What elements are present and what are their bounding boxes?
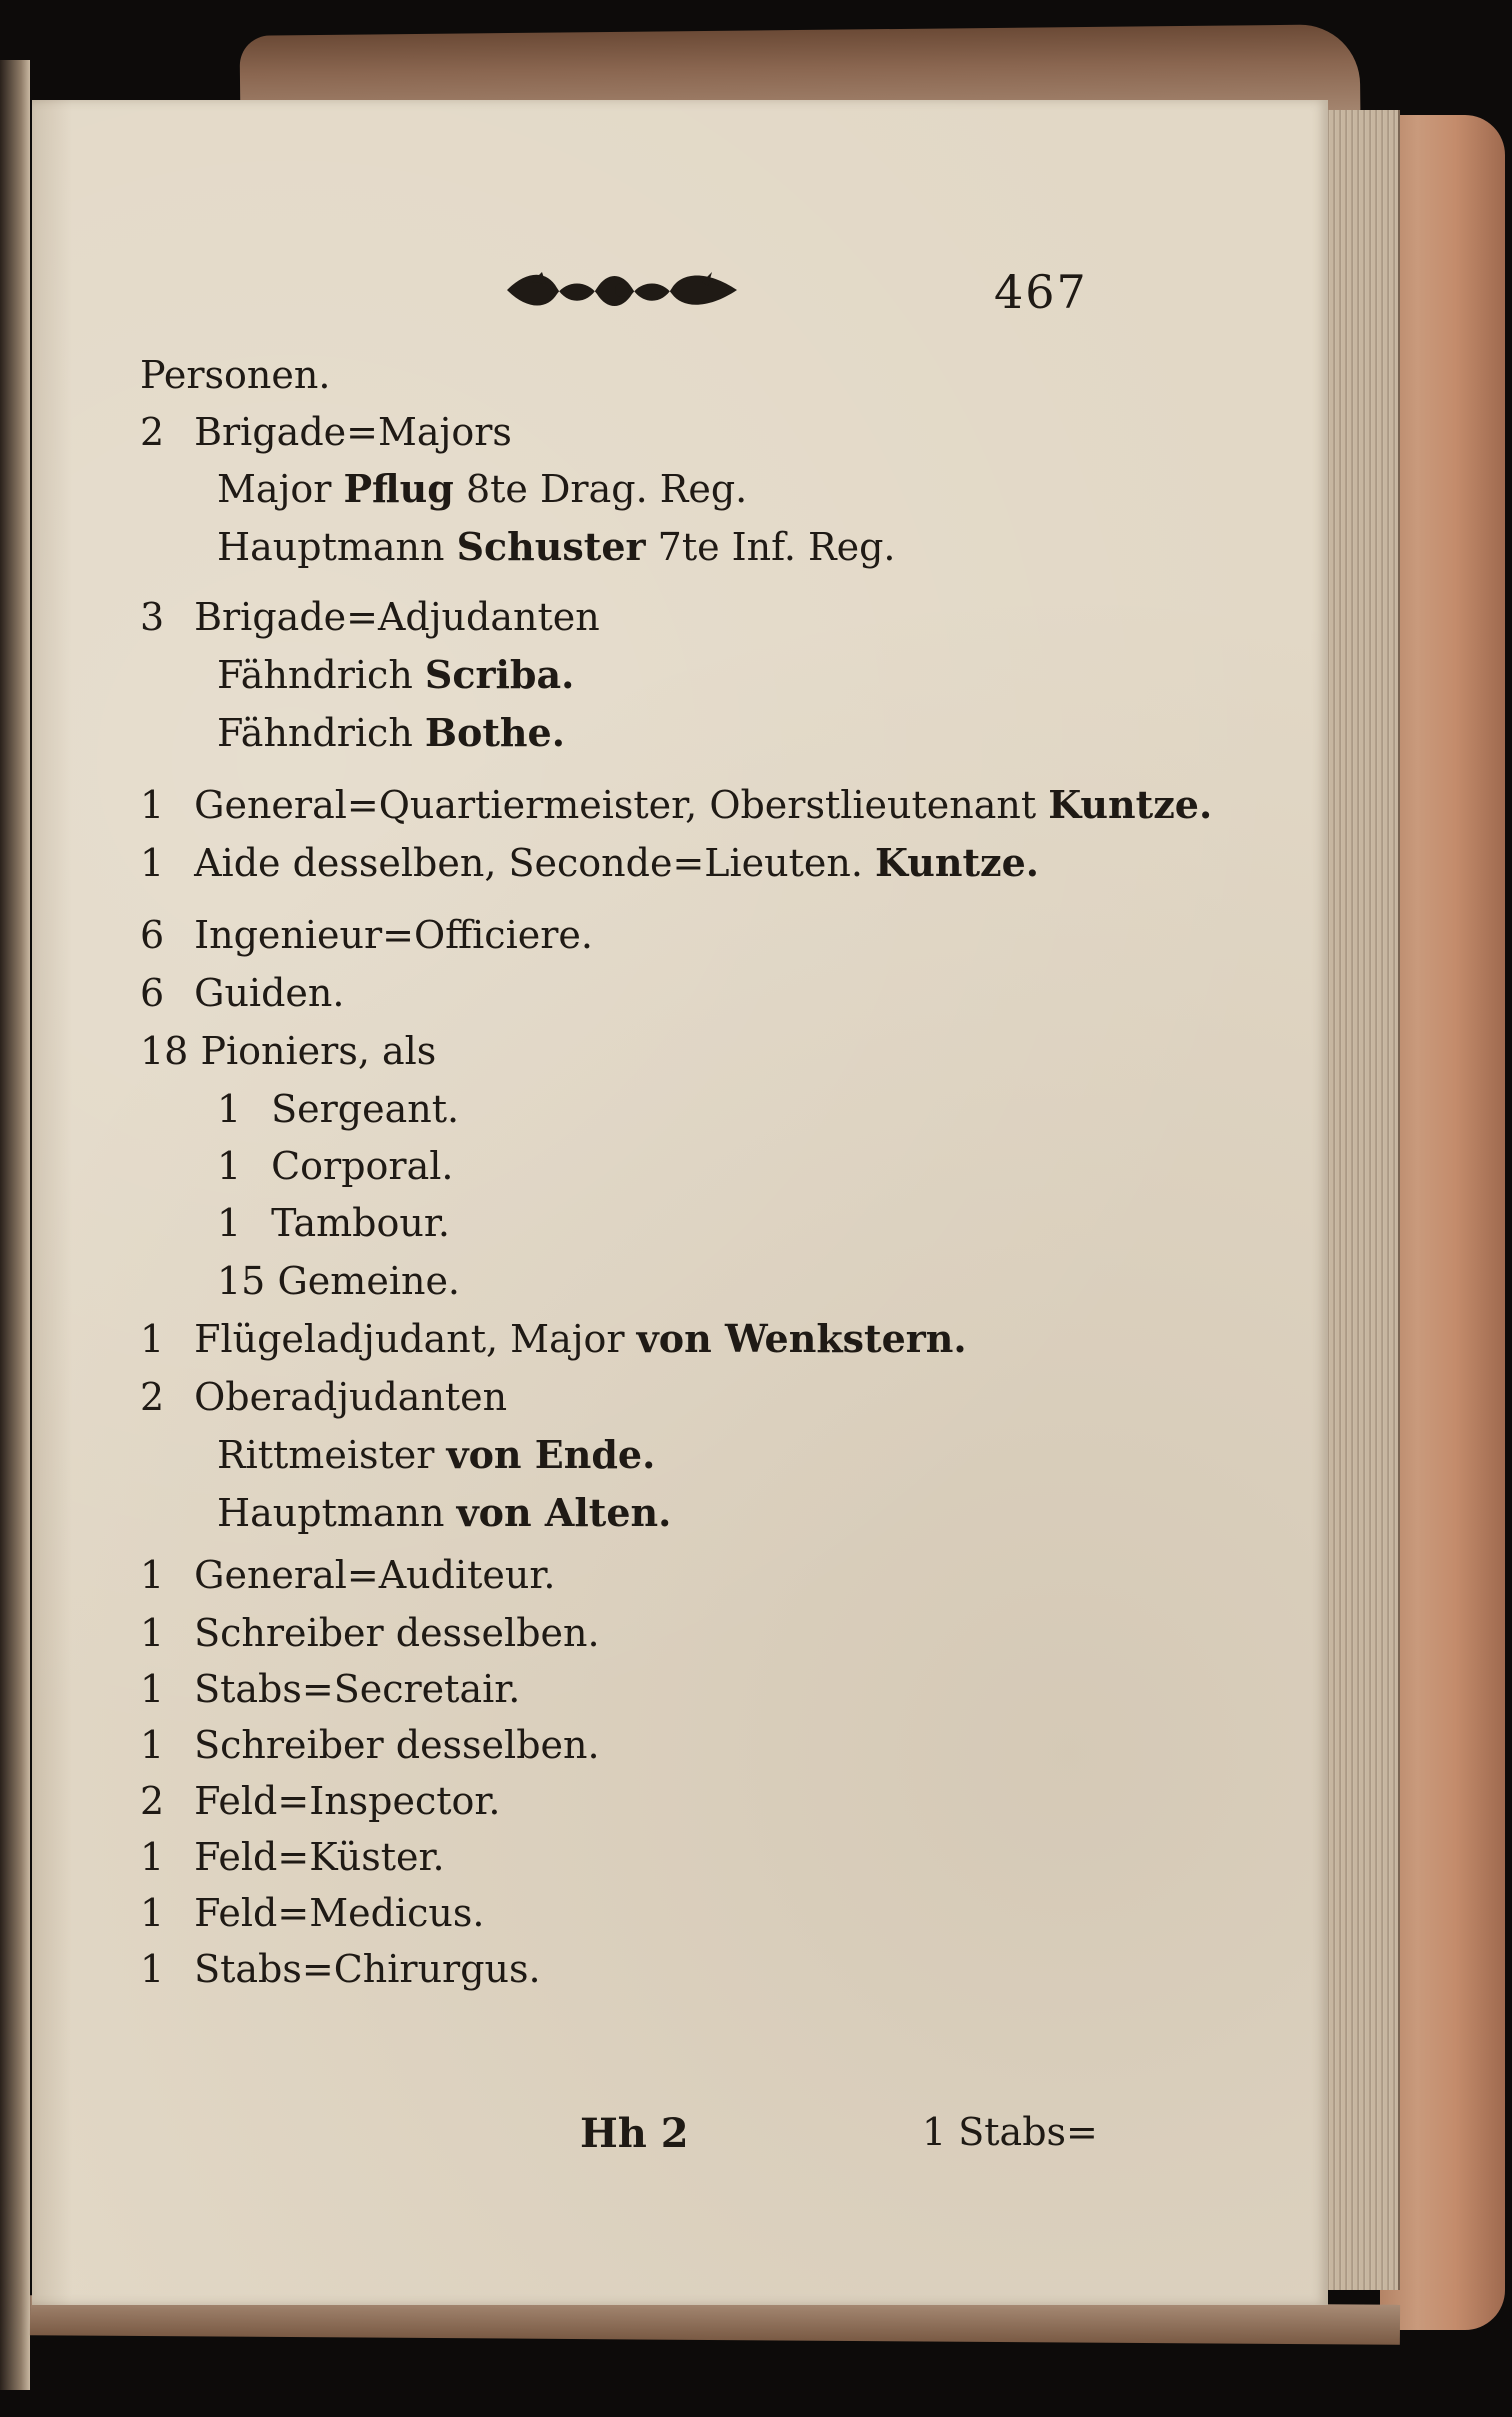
list-item	[140, 1947, 541, 1991]
list-item	[217, 524, 896, 569]
page-number: 467	[994, 265, 1088, 319]
name-text: von Ende.	[446, 1432, 656, 1477]
list-item	[140, 782, 1213, 827]
quantity: 3	[140, 595, 165, 639]
catchword: 1 Stabs=	[922, 2110, 1098, 2154]
list-item	[140, 1835, 445, 1879]
line-text: Schreiber desselben.	[194, 1611, 600, 1655]
name-text: von Alten.	[456, 1490, 672, 1535]
quantity: 6	[140, 913, 165, 957]
printers-ornament-icon	[502, 260, 742, 320]
quantity: 1	[217, 1144, 242, 1188]
quantity: 1	[217, 1087, 242, 1131]
line-text: Personen.	[140, 353, 331, 397]
book-cover-left	[0, 60, 30, 2390]
line-text: Sergeant.	[271, 1087, 460, 1131]
quantity: 6	[140, 971, 165, 1015]
line-text: Fähndrich	[217, 711, 425, 755]
name-text: Bothe.	[424, 710, 565, 755]
list-item	[140, 410, 512, 454]
list-item	[217, 1144, 454, 1188]
line-text: Oberadjudanten	[194, 1375, 508, 1419]
line-text: Aide desselben, Seconde=Lieuten.	[194, 841, 876, 885]
line-text: Stabs=Secretair.	[194, 1667, 521, 1711]
line-text: General=Auditeur.	[194, 1553, 556, 1597]
list-item	[140, 1611, 600, 1655]
line-text: Schreiber desselben.	[194, 1723, 600, 1767]
line-text: Feld=Küster.	[194, 1835, 445, 1879]
page-edges	[1318, 110, 1400, 2290]
list-item	[217, 1201, 450, 1245]
line-text: Guiden.	[194, 971, 345, 1015]
line-text: Fähndrich	[217, 653, 425, 697]
quantity: 1	[140, 1667, 165, 1711]
line-text: Brigade=Majors	[194, 410, 512, 454]
list-item	[140, 971, 345, 1015]
list-item	[140, 840, 1040, 885]
name-text: Pflug	[343, 466, 454, 511]
quantity: 2	[140, 1375, 165, 1419]
name-text: Kuntze.	[875, 840, 1040, 885]
line-text: Gemeine.	[277, 1259, 461, 1303]
name-text: Scriba.	[424, 652, 575, 697]
list-item	[140, 1316, 967, 1361]
line-text: Tambour.	[271, 1201, 450, 1245]
name-text: Kuntze.	[1048, 782, 1213, 827]
line-text: Hauptmann	[217, 1491, 457, 1535]
list-item	[217, 1259, 461, 1303]
list-item	[140, 1375, 508, 1419]
line-text: Feld=Inspector.	[194, 1779, 501, 1823]
list-item	[140, 1779, 501, 1823]
quantity: 18	[140, 1029, 189, 1073]
list-item	[140, 1667, 521, 1711]
list-item	[140, 913, 593, 957]
quantity: 1	[140, 1723, 165, 1767]
line-text: Major	[217, 467, 344, 511]
page-content	[32, 100, 1328, 2305]
list-item	[217, 466, 748, 511]
name-text: von Wenkstern.	[636, 1316, 967, 1361]
quantity: 1	[217, 1201, 242, 1245]
line-text: Brigade=Adjudanten	[194, 595, 600, 639]
list-item	[140, 1029, 437, 1073]
quantity: 1	[140, 1835, 165, 1879]
quantity: 1	[140, 1317, 165, 1361]
line-text: Corporal.	[271, 1144, 454, 1188]
name-text: Schuster	[456, 524, 646, 569]
quantity: 1	[140, 841, 165, 885]
signature-mark: Hh 2	[580, 2110, 689, 2157]
list-item	[217, 710, 565, 755]
list-item	[140, 595, 600, 639]
list-item	[140, 1891, 485, 1935]
line-text: Ingenieur=Officiere.	[194, 913, 593, 957]
quantity: 1	[140, 1611, 165, 1655]
quantity: 1	[140, 783, 165, 827]
list-item	[140, 1723, 600, 1767]
quantity: 2	[140, 410, 165, 454]
line-text: Rittmeister	[217, 1433, 447, 1477]
quantity: 1	[140, 1553, 165, 1597]
line-text: Feld=Medicus.	[194, 1891, 485, 1935]
line-text: Pioniers, als	[200, 1029, 437, 1073]
line-text: Flügeladjudant, Major	[194, 1317, 637, 1361]
line-text: Stabs=Chirurgus.	[194, 1947, 541, 1991]
quantity: 15	[217, 1259, 266, 1303]
quantity: 2	[140, 1779, 165, 1823]
list-item	[140, 1553, 556, 1597]
list-item	[217, 1432, 656, 1477]
section-heading	[140, 353, 331, 397]
list-item	[217, 1490, 672, 1535]
quantity: 1	[140, 1891, 165, 1935]
line-rest: 7te Inf. Reg.	[645, 525, 896, 569]
book-page	[32, 100, 1328, 2305]
list-item	[217, 652, 575, 697]
list-item	[217, 1087, 460, 1131]
line-text: General=Quartiermeister, Oberstlieutenant	[194, 783, 1049, 827]
quantity: 1	[140, 1947, 165, 1991]
line-rest: 8te Drag. Reg.	[453, 467, 748, 511]
line-text: Hauptmann	[217, 525, 457, 569]
